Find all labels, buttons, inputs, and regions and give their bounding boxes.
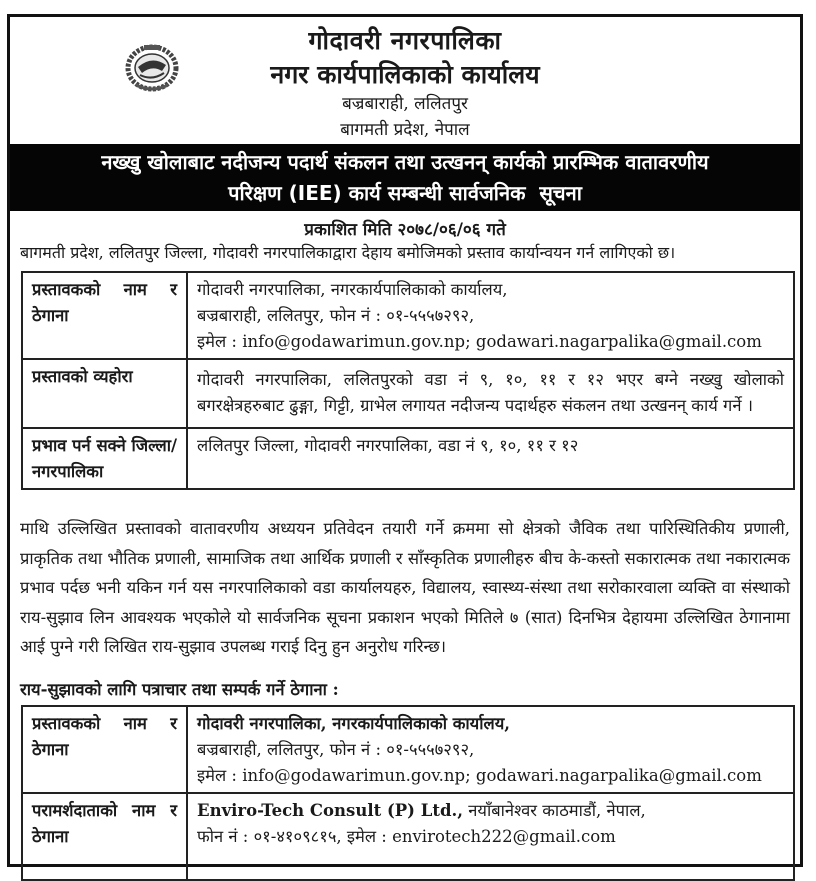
contact-heading: राय-सुझावको लागि पत्राचार तथा सम्पर्क गर्ने ठेगाना : xyxy=(20,680,339,699)
notice-title-banner xyxy=(10,144,800,211)
row-label: प्रभाव पर्न सक्ने जिल्ला/नगरपालिका xyxy=(22,428,187,489)
table-row xyxy=(22,428,794,489)
table-row xyxy=(22,359,794,428)
contact-table xyxy=(21,705,795,881)
row-value: Enviro-Tech Consult (P) Ltd., नयाँबानेश्वर काठमाडौं, नेपाल, फोन नं : ०१-४१०९८१५, इमेल : envirotech222@gmail.com xyxy=(187,793,794,880)
office-name: नगर कार्यपालिकाको कार्यालय xyxy=(270,60,540,89)
body-paragraph: माथि उल्लिखित प्रस्तावको वातावरणीय अध्ययन प्रतिवेदन तयारी गर्ने क्रममा सो क्षेत्रको जैविक तथा पारिस्थितिकीय प्रणाली, प्राकृतिक तथा भौतिक प्रणाली, सामाजिक तथा आर्थिक प्रणाली र साँस्कृतिक प्रणालीहरु बीच के-कस्तो सकारात्मक तथा नकारात्मक प्रभाव पर्दछ भनी यकिन गर्न यस नगरपालिकाको वडा कार्यालयहरु, विद्यालय, स्वास्थ्य-संस्था तथा सरोकारवाला व्यक्ति वा संस्थाको राय-सुझाव लिन आवश्यक भएकोले यो सार्वजनिक सूचना प्रकाशन भएको मितिले ७ (सात) दिनभित्र देहायमा उल्लिखित ठेगानामा आई पुग्ने गरी लिखित राय-सुझाव उपलब्ध गराई दिनु हुन अनुरोध गरिन्छ। xyxy=(20,519,790,656)
notice-header xyxy=(10,17,800,144)
row-value: गोदावरी नगरपालिका, नगरकार्यपालिकाको कार्यालय, बज्रबाराही, ललितपुर, फोन नं : ०१-५५५७२९२, इमेल : info@godawarimun.gov.np; godawari.nagarpalika@gmail.com xyxy=(187,706,794,793)
row-label: परामर्शदाताको नाम र ठेगाना xyxy=(22,793,187,880)
municipality-name: गोदावरी नगरपालिका xyxy=(308,26,502,55)
row-value: ललितपुर जिल्ला, गोदावरी नगरपालिका, वडा नं ९, १०, ११ र १२ xyxy=(187,428,794,489)
proposer-email: इमेल : info@godawarimun.gov.np; godawari.nagarpalika@gmail.com xyxy=(197,766,762,785)
proposal-table xyxy=(21,271,795,490)
row-label: प्रस्तावकको नाम र ठेगाना xyxy=(22,706,187,793)
proposer-email: इमेल : info@godawarimun.gov.np; godawari.nagarpalika@gmail.com xyxy=(197,332,762,351)
row-label: प्रस्तावकको नाम र ठेगाना xyxy=(22,272,187,359)
row-value: गोदावरी नगरपालिका, नगरकार्यपालिकाको कार्यालय, बज्रबाराही, ललितपुर, फोन नं : ०१-५५५७२९२, इमेल : info@godawarimun.gov.np; godawari.nagarpalika@gmail.com xyxy=(187,272,794,359)
row-value: गोदावरी नगरपालिका, ललितपुरको वडा नं ९, १०, ११ र १२ भएर बग्ने नख्खु खोलाको बगरक्षेत्रहरुबाट ढुङ्गा, गिट्टी, ग्राभेल लगायत नदीजन्य पदार्थहरु संकलन तथा उत्खनन् कार्य गर्ने । xyxy=(187,359,794,428)
published-date: प्रकाशित मिति २०७८/०६/०६ गते xyxy=(304,220,506,240)
consultant-contact: फोन नं : ०१-४१०९८१५, इमेल : envirotech222@gmail.com xyxy=(197,827,616,846)
banner-line-2: परिक्षण (IEE) कार्य सम्बन्धी सार्वजनिक सूचना xyxy=(228,181,582,205)
table-row xyxy=(22,706,794,793)
notice-frame xyxy=(7,14,803,867)
row-label: प्रस्तावको व्यहोरा xyxy=(22,359,187,428)
intro-text: बागमती प्रदेश, ललितपुर जिल्ला, गोदावरी नगरपालिकाद्वारा देहाय बमोजिमको प्रस्ताव कार्यान्वयन गर्न लागिएको छ। xyxy=(20,243,676,262)
office-location: बज्रबाराही, ललितपुर xyxy=(342,94,468,114)
table-row xyxy=(22,793,794,880)
office-province: बागमती प्रदेश, नेपाल xyxy=(340,120,470,140)
banner-line-1: नख्खु खोलाबाट नदीजन्य पदार्थ संकलन तथा उत्खनन् कार्यको प्रारम्भिक वातावरणीय xyxy=(101,150,709,174)
consultant-name: Enviro-Tech Consult (P) Ltd., xyxy=(197,801,463,820)
table-row xyxy=(22,272,794,359)
